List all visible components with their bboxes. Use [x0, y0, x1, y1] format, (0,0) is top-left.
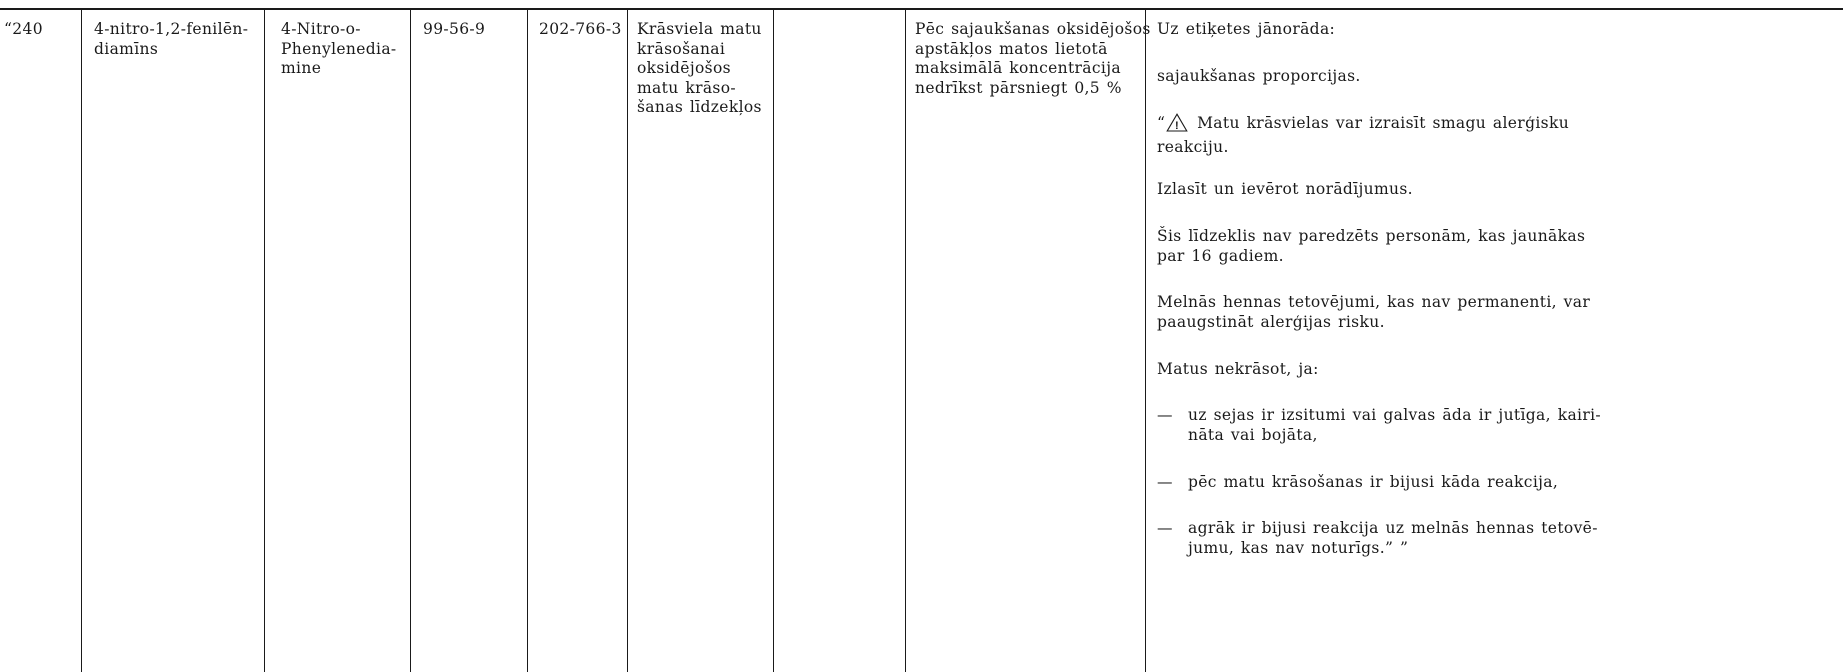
column-divider: [1145, 9, 1146, 672]
label-intro: Uz etiķetes jānorāda:: [1157, 20, 1336, 38]
chemical-name: 4-nitro-1,2-fenilēn- diamīns: [94, 20, 249, 58]
column-divider: [264, 9, 265, 672]
list-item: — agrāk ir bijusi reakcija uz melnās hennas tetovē- jumu, kas nav noturīgs.” ”: [1157, 519, 1598, 557]
dash-bullet: —: [1157, 406, 1173, 424]
do-not-dye-heading: Matus nekrāsot, ja:: [1157, 360, 1319, 378]
column-divider: [410, 9, 411, 672]
table-top-rule: [0, 8, 1843, 10]
age-restriction-text: Šis līdzeklis nav paredzēts personām, kas jaunākas par 16 gadiem.: [1157, 227, 1586, 265]
cas-number: 99-56-9: [423, 20, 486, 38]
list-item: — uz sejas ir izsitumi vai galvas āda ir jutīga, kairi- nāta vai bojāta,: [1157, 406, 1601, 444]
mixing-ratio-text: sajaukšanas proporcijas.: [1157, 67, 1361, 85]
dash-bullet: —: [1157, 473, 1173, 491]
inn-name: 4-Nitro-o- Phenylenedia- mine: [281, 20, 397, 78]
other-conditions: Pēc sajaukšanas oksidējošos apstākļos matos lietotā maksimālā koncentrācija nedrīkst pārsniegt 0,5 %: [915, 20, 1151, 97]
dash-bullet: —: [1157, 519, 1173, 537]
column-divider: [81, 9, 82, 672]
read-instructions-text: Izlasīt un ievērot norādījumus.: [1157, 180, 1413, 198]
product-type: Krāsviela matu krāsošanai oksidējošos matu krāso- šanas līdzekļos: [637, 20, 762, 117]
column-divider: [527, 9, 528, 672]
ec-number: 202-766-3: [539, 20, 622, 38]
warning-triangle-icon: [1166, 113, 1188, 138]
reference-number: “240: [4, 20, 43, 38]
list-item: — pēc matu krāsošanas ir bijusi kāda reakcija,: [1157, 473, 1559, 491]
allergy-warning: “ ! Matu krāsvielas var izraisīt smagu alerģisku reakciju.: [1157, 114, 1570, 156]
column-divider: [905, 9, 906, 672]
column-divider: [773, 9, 774, 672]
henna-warning-text: Melnās hennas tetovējumi, kas nav permanenti, var paaugstināt alerģijas risku.: [1157, 293, 1591, 331]
svg-text:!: !: [1175, 120, 1180, 132]
column-divider: [627, 9, 628, 672]
